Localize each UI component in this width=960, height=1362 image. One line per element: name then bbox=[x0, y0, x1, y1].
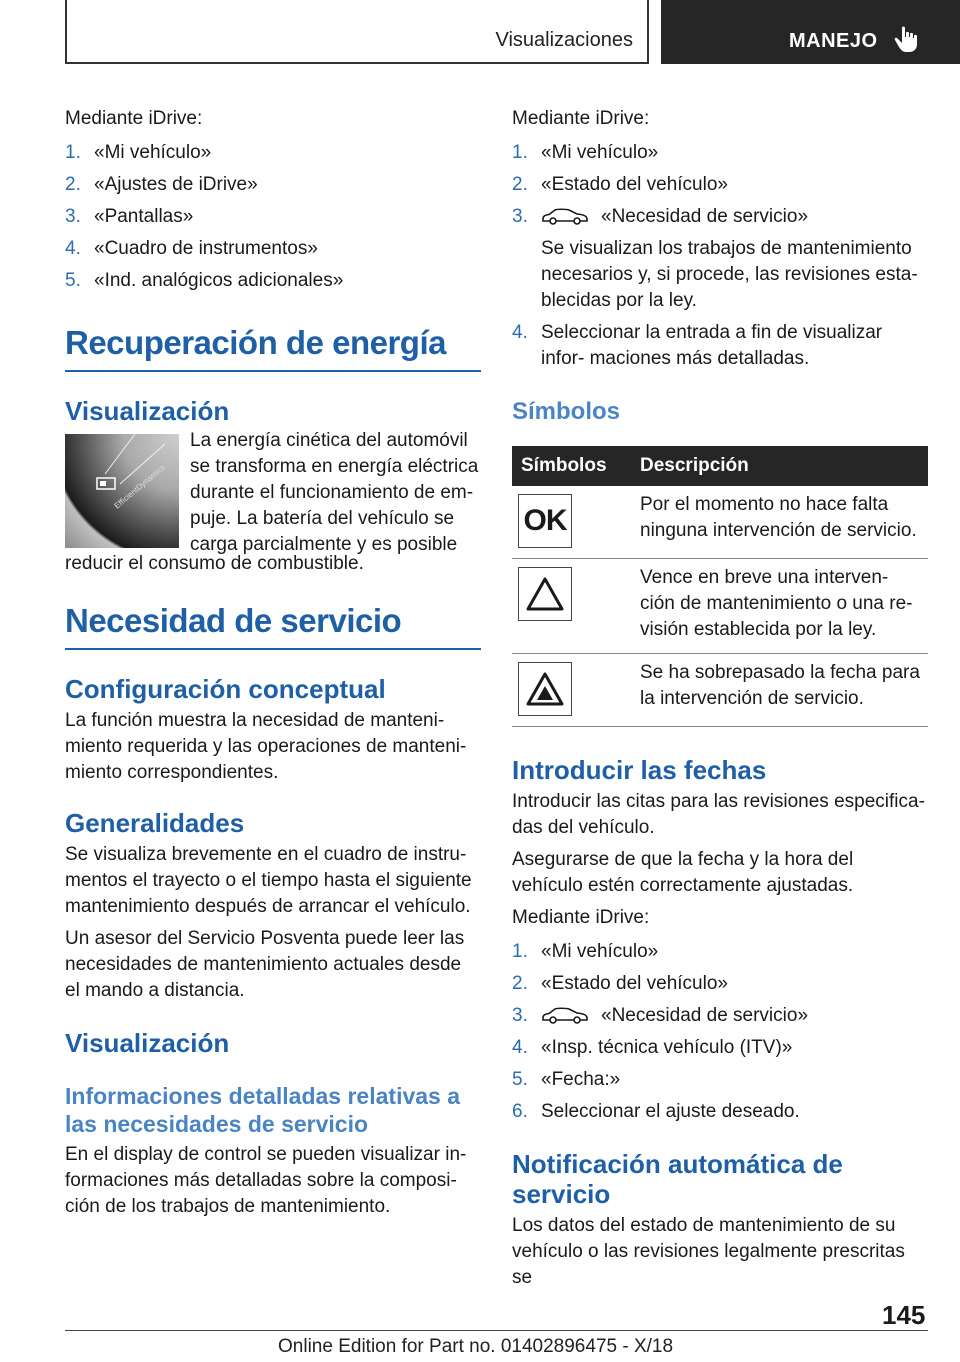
heading-detailed-info: Informaciones detalladas relativas a las necesidades de servicio bbox=[65, 1083, 461, 1137]
notify-text: Los datos del estado de mantenimiento de su vehículo o las revisiones legalmente prescritas se bbox=[512, 1215, 905, 1288]
list-item: 3. «Necesidad de servicio» Se visualizan los trabajos de mantenimiento necesarios y, si procede, las revisiones esta- blecidas por la ley. bbox=[512, 206, 918, 311]
list-item: 4. «Insp. técnica vehículo (ITV)» bbox=[512, 1037, 793, 1058]
heading-general: Generalidades bbox=[65, 808, 245, 838]
header-frame bbox=[65, 0, 649, 64]
list-item: 5. «Ind. analógicos adicionales» bbox=[65, 270, 344, 291]
list-item: 3. «Necesidad de servicio» bbox=[512, 1005, 809, 1026]
table-header-symbols: Símbolos bbox=[512, 446, 640, 486]
header-chapter-tab bbox=[661, 0, 960, 64]
service-steps-list bbox=[512, 140, 928, 372]
left-column bbox=[65, 100, 481, 1220]
table-header-row bbox=[512, 446, 928, 486]
idrive-steps-list bbox=[65, 140, 481, 294]
list-item: 6. Seleccionar el ajuste deseado. bbox=[512, 1101, 800, 1122]
warning-triangle-icon bbox=[518, 567, 572, 621]
table-row: Vence en breve una interven- ción de mantenimiento o una re- visión establecida por la ley. bbox=[512, 559, 928, 654]
header-chapter-label: MANEJO bbox=[789, 30, 878, 52]
heading-auto-notification: Notificación automática de servicio bbox=[512, 1149, 843, 1209]
general-text-2: Un asesor del Servicio Posventa puede leer las necesidades de mantenimiento actuales desde el mando a distancia. bbox=[65, 928, 465, 1001]
right-column bbox=[512, 100, 928, 1291]
heading-visualization-2: Visualización bbox=[65, 1028, 230, 1058]
heading-symbols: Símbolos bbox=[512, 398, 621, 425]
energy-visual-tail: reducir el consumo de combustible. bbox=[65, 553, 364, 574]
dates-intro: Mediante iDrive: bbox=[512, 907, 650, 928]
heading-service-need: Necesidad de servicio bbox=[65, 602, 481, 650]
heading-energy-recovery: Recuperación de energía bbox=[65, 324, 481, 372]
list-item: 4. «Cuadro de instrumentos» bbox=[65, 238, 318, 259]
list-item: 1. «Mi vehículo» bbox=[512, 142, 659, 163]
idrive-intro: Mediante iDrive: bbox=[65, 108, 203, 129]
svg-text:EfficientDynamics: EfficientDynamics bbox=[112, 462, 167, 511]
dates-text-1: Introducir las citas para las revisiones especifica- das del vehículo. bbox=[512, 791, 925, 838]
list-item: 1. «Mi vehículo» bbox=[65, 142, 212, 163]
list-item: 1. «Mi vehículo» bbox=[512, 941, 659, 962]
car-service-icon bbox=[541, 1005, 589, 1025]
detail-text: En el display de control se pueden visualizar in- formaciones más detalladas sobre la composi- ción de los trabajos de mantenimiento. bbox=[65, 1144, 467, 1217]
dates-steps-list bbox=[512, 939, 928, 1125]
general-text-1: Se visualiza brevemente en el cuadro de instru- mentos el trayecto o el tiempo hasta el siguiente mantenimiento después de arrancar el vehículo. bbox=[65, 844, 472, 917]
table-row: Se ha sobrepasado la fecha para la intervención de servicio. bbox=[512, 654, 928, 727]
energy-visual-text: La energía cinética del automóvil se transforma en energía eléctrica durante el funcionamiento de em- puje. La batería del vehículo se carga parcialmente y es posible bbox=[190, 430, 479, 555]
idrive-intro-right: Mediante iDrive: bbox=[512, 108, 650, 129]
header-section-title: Visualizaciones bbox=[495, 29, 633, 51]
heading-concept: Configuración conceptual bbox=[65, 674, 386, 704]
dates-text-2: Asegurarse de que la fecha y la hora del vehículo estén correctamente ajustadas. bbox=[512, 849, 854, 896]
list-item: 3. «Pantallas» bbox=[65, 206, 194, 227]
footer-divider bbox=[65, 1330, 928, 1331]
symbols-table bbox=[512, 446, 928, 727]
heading-enter-dates: Introducir las fechas bbox=[512, 755, 767, 785]
page-number: 145 bbox=[882, 1300, 926, 1330]
list-item: 4. Seleccionar la entrada a fin de visualizar infor- maciones más detalladas. bbox=[512, 322, 883, 369]
car-service-icon bbox=[541, 206, 589, 226]
overdue-triangle-icon bbox=[518, 662, 572, 716]
list-item: 5. «Fecha:» bbox=[512, 1069, 621, 1090]
list-item: 2. «Estado del vehículo» bbox=[512, 174, 728, 195]
list-item: 2. «Ajustes de iDrive» bbox=[65, 174, 258, 195]
hand-pointer-icon bbox=[893, 25, 919, 53]
table-row: OK Por el momento no hace falta ninguna intervención de servicio. bbox=[512, 486, 928, 559]
ok-icon: OK bbox=[518, 494, 572, 548]
heading-visualization: Visualización bbox=[65, 396, 230, 426]
footer-edition: Online Edition for Part no. 01402896475 - X/18 bbox=[278, 1336, 674, 1357]
energy-gauge-image bbox=[65, 434, 179, 548]
table-header-description: Descripción bbox=[640, 446, 928, 486]
concept-text: La función muestra la necesidad de manteni- miento requerida y las operaciones de manteni- miento correspondientes. bbox=[65, 710, 467, 783]
energy-visual-block bbox=[65, 430, 481, 575]
list-item: 2. «Estado del vehículo» bbox=[512, 973, 728, 994]
